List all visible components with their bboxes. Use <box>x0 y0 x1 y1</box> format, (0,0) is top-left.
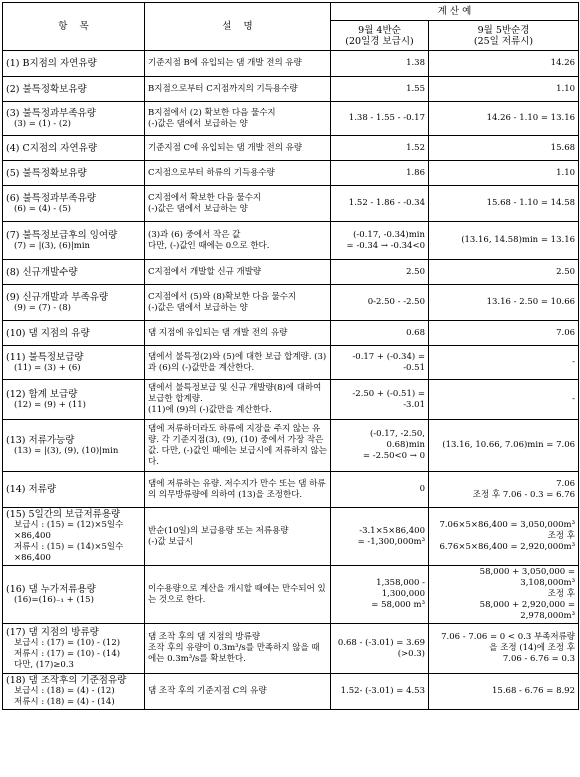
description-cell: (3)과 (6) 중에서 작은 값 다만, (-)값인 때에는 0으로 한다. <box>145 222 331 260</box>
table-row <box>3 102 579 136</box>
item-title: (8) 신규개발수량 <box>6 266 78 278</box>
description-cell: C지점에서 개발할 신규 개발량 <box>145 260 331 285</box>
case1-value: (-0.17, -2.50, 0.68)min = -2.50<0 → 0 <box>331 420 429 472</box>
item-formula: (3) = (1) - (2) <box>14 118 71 129</box>
item-cell <box>3 380 145 420</box>
table-row <box>3 260 579 285</box>
item-cell <box>3 321 145 346</box>
item-cell <box>3 566 145 624</box>
case2-value: 1.10 <box>429 77 579 102</box>
header-case-1: 9월 4반순 (20일경 보급시) <box>331 21 429 51</box>
header-description <box>145 3 331 51</box>
description-cell: 기준지점 C에 유입되는 댐 개발 전의 유량 <box>145 136 331 161</box>
item-title: (9) 신규개발과 부족유량 <box>6 291 109 303</box>
table-row <box>3 77 579 102</box>
description-cell: 반순(10일)의 보급용량 또는 저류용량 (-)값 보급시 <box>145 508 331 566</box>
description-cell: 댐 조작 후의 기준지점 C의 유량 <box>145 674 331 710</box>
case1-value: 1,358,000 - 1,300,000 = 58,000 m³ <box>331 566 429 624</box>
item-formula: 보급시 : (15) = (12)×5일수×86,400 저류시 : (15) = (14)×5일수×86,400 <box>14 520 124 563</box>
case1-value: 1.52 <box>331 136 429 161</box>
description-cell: 댐 지점에 유입되는 댐 개발 전의 유량 <box>145 321 331 346</box>
table-row <box>3 624 579 674</box>
header-item <box>3 3 145 51</box>
item-cell <box>3 161 145 186</box>
case2-value: 2.50 <box>429 260 579 285</box>
table-row <box>3 285 579 321</box>
item-title: (4) C지점의 자연유량 <box>6 142 98 154</box>
header-case-2: 9월 5반순경 (25일 저류시) <box>429 21 579 51</box>
table-row <box>3 420 579 472</box>
header-calc-label: 계 산 예 <box>437 6 472 17</box>
case2-value: 7.06 조정 후 7.06 - 0.3 = 6.76 <box>429 472 579 508</box>
item-title: (2) 불특정확보유량 <box>6 83 87 95</box>
case1-value: -2.50 + (-0.51) = -3.01 <box>331 380 429 420</box>
table-row <box>3 674 579 710</box>
table-row <box>3 222 579 260</box>
case2-value: - <box>429 380 579 420</box>
case1-value: -3.1×5×86,400 = -1,300,000m³ <box>331 508 429 566</box>
case2-value: 7.06×5×86,400 = 3,050,000m³ 조정 후 6.76×5×86,400 = 2,920,000m³ <box>429 508 579 566</box>
case2-value: 7.06 <box>429 321 579 346</box>
item-title: (12) 합계 보급량 <box>6 388 78 400</box>
case2-value: 13.16 - 2.50 = 10.66 <box>429 285 579 321</box>
item-formula: (6) = (4) - (5) <box>14 203 71 214</box>
item-formula: (16)=(16)₋₁ + (15) <box>14 594 94 605</box>
case1-value: 2.50 <box>331 260 429 285</box>
description-cell: 기준지점 B에 유입되는 댐 개발 전의 유량 <box>145 51 331 77</box>
item-title: (5) 불특정확보유량 <box>6 167 87 179</box>
description-cell: 댐에서 불특정(2)와 (5)에 대한 보급 합계량. (3)과 (6)의 (-)값만을 계산한다. <box>145 346 331 380</box>
case1-value: 1.38 <box>331 51 429 77</box>
description-cell: 이수용량으로 계산을 개시할 때에는 만수되어 있는 것으로 한다. <box>145 566 331 624</box>
case2-value: 1.10 <box>429 161 579 186</box>
case1-value: 0-2.50 - -2.50 <box>331 285 429 321</box>
item-formula: (12) = (9) + (11) <box>14 399 86 410</box>
description-cell: 댐 조작 후의 댐 지점의 방류량 조작 후의 유량이 0.3m³/s를 만족하지 않을 때에는 0.3m³/s를 확보한다. <box>145 624 331 674</box>
item-cell <box>3 508 145 566</box>
table-row <box>3 321 579 346</box>
table-row <box>3 161 579 186</box>
item-title: (17) 댐 지점의 방류량 <box>6 626 99 638</box>
item-cell <box>3 51 145 77</box>
case2-value: 15.68 - 1.10 = 14.58 <box>429 186 579 222</box>
case2-value: 14.26 <box>429 51 579 77</box>
description-cell: C지점으로부터 하류의 기득용수량 <box>145 161 331 186</box>
case1-value: 1.52 - 1.86 - -0.34 <box>331 186 429 222</box>
item-formula: (7) = |(3), (6)|min <box>14 240 91 251</box>
case1-value: 1.38 - 1.55 - -0.17 <box>331 102 429 136</box>
item-cell <box>3 346 145 380</box>
case1-value: 0 <box>331 472 429 508</box>
table-row <box>3 566 579 624</box>
table-row <box>3 472 579 508</box>
case1-value: -0.17 + (-0.34) = -0.51 <box>331 346 429 380</box>
item-title: (6) 불특정과부족유량 <box>6 192 96 204</box>
item-cell <box>3 624 145 674</box>
table-row <box>3 508 579 566</box>
description-cell: 댐에서 불특정보급 및 신규 개발량(8)에 대하여 보급한 합계량. (11)에 (9)의 (-)값만을 계산한다. <box>145 380 331 420</box>
item-title: (15) 5일간의 보급저류용량 <box>6 509 121 520</box>
item-cell <box>3 420 145 472</box>
table-row <box>3 186 579 222</box>
description-cell: 댐에 저류하는 유량. 저수지가 만수 또는 댐 하류의 의무방류량에 의하여 (13)을 조정한다. <box>145 472 331 508</box>
case2-value: - <box>429 346 579 380</box>
item-title: (10) 댐 지점의 유량 <box>6 327 90 339</box>
case1-value: 1.52- (-3.01) = 4.53 <box>331 674 429 710</box>
item-cell <box>3 285 145 321</box>
item-formula: (13) = |(3), (9), (10)|min <box>14 445 119 456</box>
item-formula: (9) = (7) - (8) <box>14 302 71 313</box>
item-cell <box>3 472 145 508</box>
calculation-table <box>2 2 579 710</box>
header-description-label: 설 명 <box>222 21 253 32</box>
item-title: (11) 불특정보급량 <box>6 351 84 363</box>
item-title: (3) 불특정과부족유량 <box>6 107 96 119</box>
case2-value: 15.68 <box>429 136 579 161</box>
case2-value: 14.26 - 1.10 = 13.16 <box>429 102 579 136</box>
table-row <box>3 51 579 77</box>
case2-value: 58,000 + 3,050,000 = 3,108,000m³ 조정 후 58,000 + 2,920,000 = 2,978,000m³ <box>429 566 579 624</box>
case1-value: 1.86 <box>331 161 429 186</box>
item-title: (13) 저류가능량 <box>6 434 75 446</box>
case2-value: 7.06 - 7.06 = 0 < 0.3 부족저류량 을 조정 (14)에 조정 후 7.06 - 6.76 = 0.3 <box>429 624 579 674</box>
item-cell <box>3 674 145 710</box>
case1-value: 0.68 - (-3.01) = 3.69 (>0.3) <box>331 624 429 674</box>
case2-value: 15.68 - 6.76 = 8.92 <box>429 674 579 710</box>
item-title: (1) B지점의 자연유량 <box>6 58 97 69</box>
item-formula: (11) = (3) + (6) <box>14 362 81 373</box>
description-cell: C지점에서 확보한 다음 물수지 (-)값은 댐에서 보급하는 양 <box>145 186 331 222</box>
table-row <box>3 346 579 380</box>
table-row <box>3 380 579 420</box>
item-title: (16) 댐 누가저류용량 <box>6 583 96 595</box>
item-title: (7) 불특정보급후의 잉여량 <box>6 229 118 241</box>
header-item-label: 항 목 <box>58 21 89 32</box>
description-cell: 댐에 저류하더라도 하류에 지장을 주지 않는 유량. 각 기준지점(3), (9), (10) 중에서 가장 작은 값. 다만, (-)값인 때에는 보급시에 저류하지 않는다. <box>145 420 331 472</box>
description-cell: B지점에서 (2) 확보한 다음 물수지 (-)값은 댐에서 보급하는 양 <box>145 102 331 136</box>
item-cell <box>3 136 145 161</box>
item-cell <box>3 222 145 260</box>
item-cell <box>3 186 145 222</box>
case1-value: (-0.17, -0.34)min = -0.34 → -0.34<0 <box>331 222 429 260</box>
item-title: (18) 댐 조작후의 기준점유량 <box>6 675 127 686</box>
case2-value: (13.16, 14.58)min = 13.16 <box>429 222 579 260</box>
case1-value: 1.55 <box>331 77 429 102</box>
item-cell <box>3 102 145 136</box>
case2-value: (13.16, 10.66, 7.06)min = 7.06 <box>429 420 579 472</box>
table-row <box>3 136 579 161</box>
header-calc-example <box>331 3 579 21</box>
description-cell: C지점에서 (5)와 (8)확보한 다음 물수지 (-)값은 댐에서 보급하는 양 <box>145 285 331 321</box>
item-cell <box>3 260 145 285</box>
item-formula: 보급시 : (17) = (10) - (12) 저류시 : (17) = (10) - (14) 다만, (17)≥0.3 <box>14 637 121 670</box>
case1-value: 0.68 <box>331 321 429 346</box>
description-cell: B지점으로부터 C지점까지의 기득용수량 <box>145 77 331 102</box>
item-formula: 보급시 : (18) = (4) - (12) 저류시 : (18) = (4) - (14) <box>14 686 115 707</box>
item-cell <box>3 77 145 102</box>
item-title: (14) 저류량 <box>6 484 57 495</box>
